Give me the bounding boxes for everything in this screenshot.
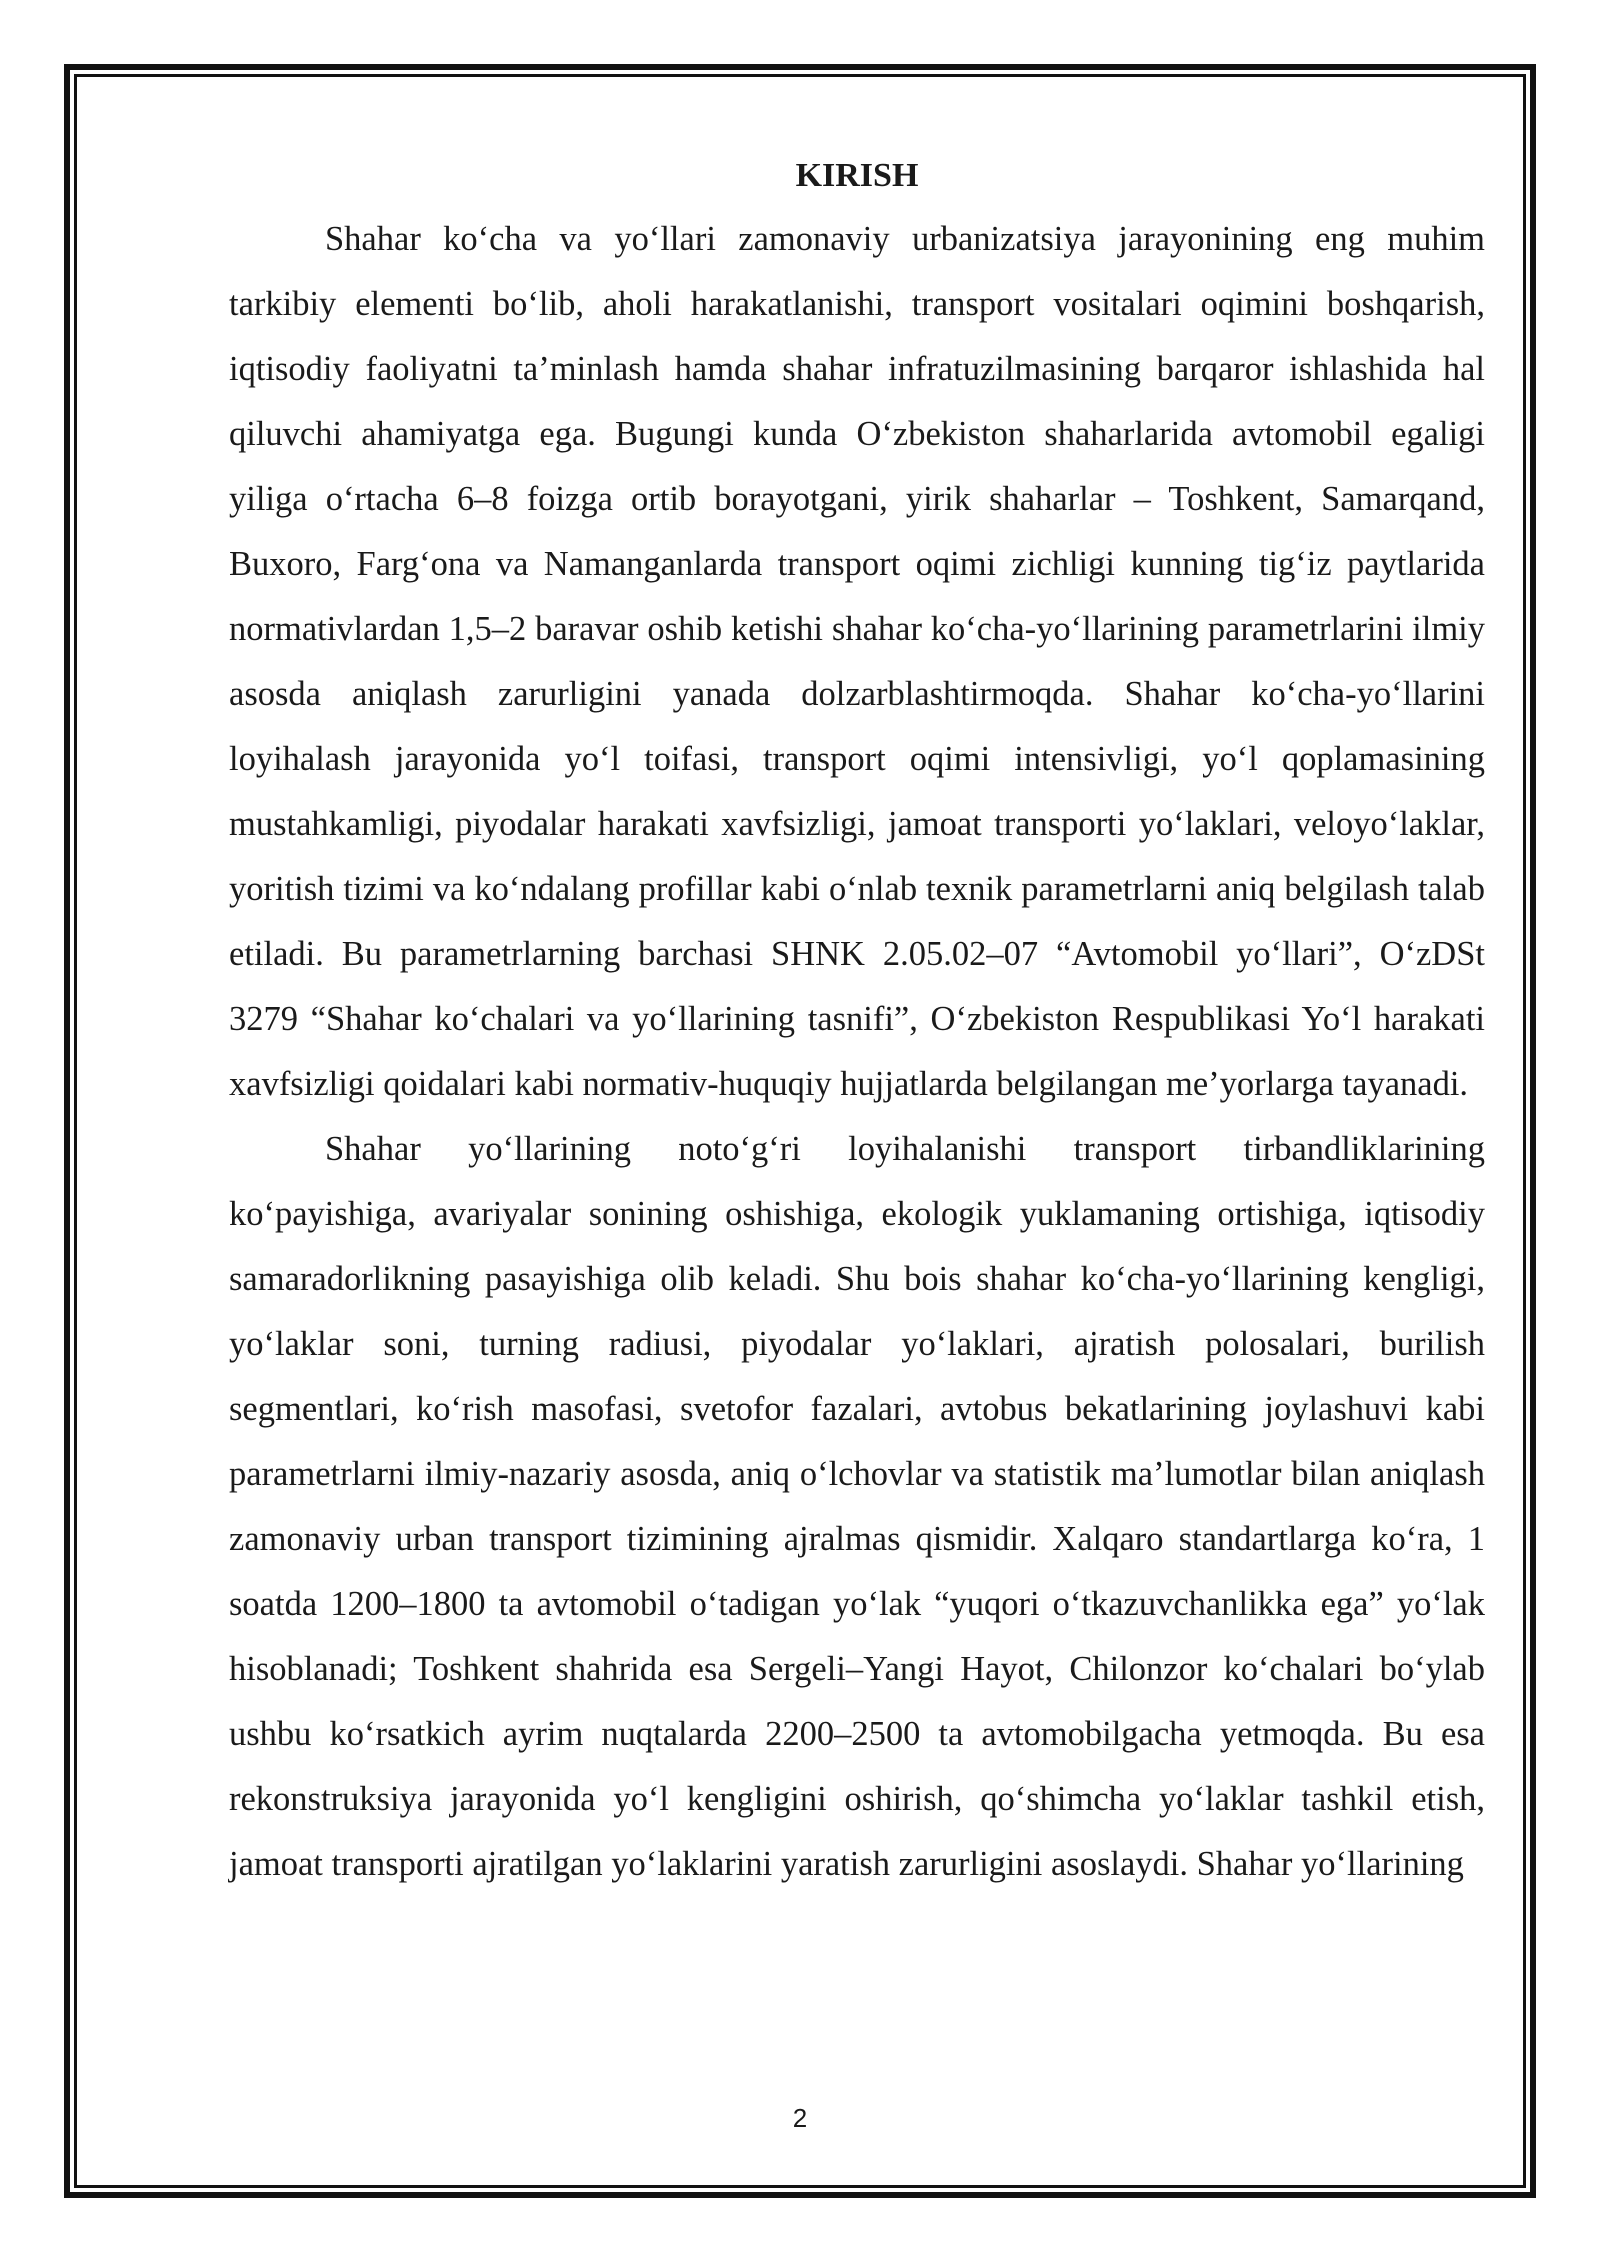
section-heading: KIRISH [795,157,919,194]
document-body [229,150,1485,1897]
paragraph-1: Shahar ko‘cha va yo‘llari zamonaviy urbanizatsiya jarayonining eng muhim tarkibiy elementi bo‘lib, aholi harakatlanishi, transport vositalari oqimini boshqarish, iqtisodiy faoliyatni ta’minlash hamda shahar infratuzilmasining barqaror ishlashida hal qiluvchi ahamiyatga ega. Bugungi kunda O‘zbekiston shaharlarida avtomobil egaligi yiliga o‘rtacha 6–8 foizga ortib borayotgani, yirik shaharlar – Toshkent, Samarqand, Buxoro, Farg‘ona va Namanganlarda transport oqimi zichligi kunning tig‘iz paytlarida normativlardan 1,5–2 baravar oshib ketishi shahar ko‘cha-yo‘llarining parametrlarini ilmiy asosda aniqlash zarurligini yanada dolzarblashtirmoqda. Shahar ko‘cha-yo‘llarini loyihalash jarayonida yo‘l toifasi, transport oqimi intensivligi, yo‘l qoplamasining mustahkamligi, piyodalar harakati xavfsizligi, jamoat transporti yo‘laklari, veloyo‘laklar, yoritish tizimi va ko‘ndalang profillar kabi o‘nlab texnik parametrlarni aniq belgilash talab etiladi. Bu parametrlarning barchasi SHNK 2.05.02–07 “Avtomobil yo‘llari”, O‘zDSt 3279 “Shahar ko‘chalari va yo‘llarining tasnifi”, O‘zbekiston Respublikasi Yo‘l harakati xavfsizligi qoidalari kabi normativ-huquqiy hujjatlarda belgilangan me’yorlarga tayanadi. [229,220,1485,1103]
page-number: 2 [792,2103,808,2133]
paragraph-2: Shahar yo‘llarining noto‘g‘ri loyihalanishi transport tirbandliklarining ko‘payishiga, avariyalar sonining oshishiga, ekologik yuklamaning ortishiga, iqtisodiy samaradorlikning pasayishiga olib keladi. Shu bois shahar ko‘cha-yo‘llarining kengligi, yo‘laklar soni, turning radiusi, piyodalar yo‘laklari, ajratish polosalari, burilish segmentlari, ko‘rish masofasi, svetofor fazalari, avtobus bekatlarining joylashuvi kabi parametrlarni ilmiy-nazariy asosda, aniq o‘lchovlar va statistik ma’lumotlar bilan aniqlash zamonaviy urban transport tizimining ajralmas qismidir. Xalqaro standartlarga ko‘ra, 1 soatda 1200–1800 ta avtomobil o‘tadigan yo‘lak “yuqori o‘tkazuvchanlikka ega” yo‘lak hisoblanadi; Toshkent shahrida esa Sergeli–Yangi Hayot, Chilonzor ko‘chalari bo‘ylab ushbu ko‘rsatkich ayrim nuqtalarda 2200–2500 ta avtomobilgacha yetmoqda. Bu esa rekonstruksiya jarayonida yo‘l kengligini oshirish, qo‘shimcha yo‘laklar tashkil etish, jamoat transporti ajratilgan yo‘laklarini yaratish zarurligini asoslaydi. Shahar yo‘llarining [229,1130,1485,1883]
